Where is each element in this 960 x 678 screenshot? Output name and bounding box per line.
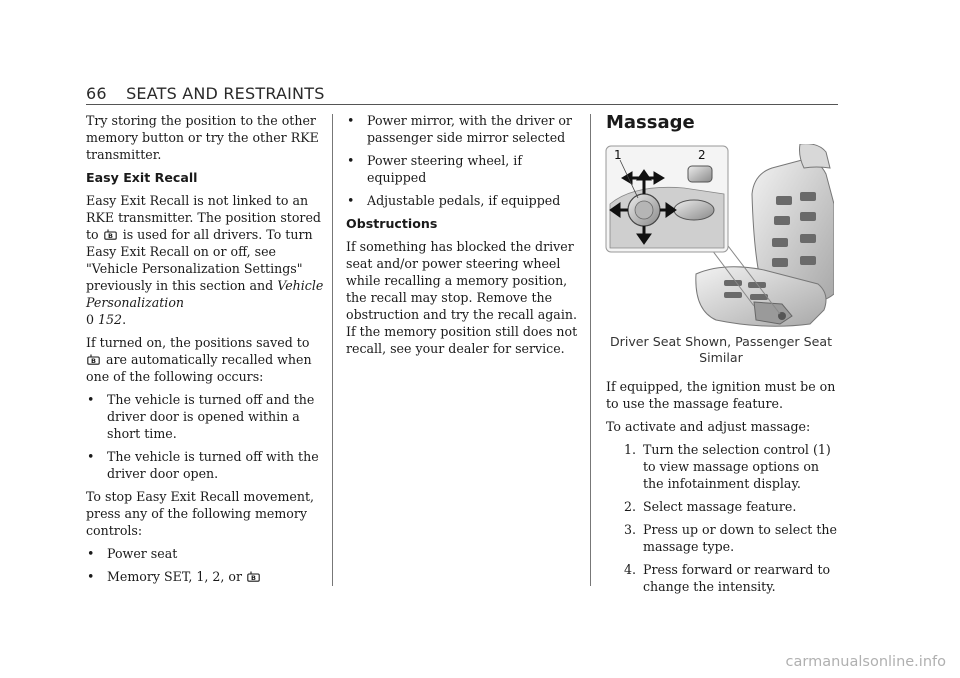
svg-text:B: B [251, 574, 257, 582]
bullet-icon: • [347, 113, 355, 128]
seat-controls-figure [604, 144, 834, 330]
column-divider-2 [590, 114, 591, 586]
recall-text-a: If turned on, the positions saved to [86, 335, 310, 350]
memory-b-icon [104, 229, 117, 240]
list-item [86, 545, 324, 562]
bullet-text: Power steering wheel, if equipped [367, 153, 522, 185]
obstructions-heading: Obstructions [346, 216, 438, 231]
step-number: 4. [623, 562, 636, 577]
massage-title: Massage [606, 112, 695, 133]
step-text: Select massage feature. [643, 499, 797, 514]
step-number: 3. [623, 522, 636, 537]
figure-caption: Driver Seat Shown, Passenger Seat Similar [609, 334, 833, 365]
step-item [606, 561, 838, 595]
step-item [606, 521, 838, 555]
right-column [606, 112, 838, 601]
step-text: Press forward or rearward to change the intensity. [643, 562, 831, 594]
bullet-icon: • [87, 546, 95, 561]
list-item [86, 391, 324, 442]
list-item [346, 192, 582, 209]
step-number: 1. [623, 442, 636, 457]
bullet-icon: • [347, 153, 355, 168]
bullet-icon: • [87, 392, 95, 407]
left-column [86, 112, 324, 591]
memory-b-icon [247, 571, 260, 582]
step-item [606, 498, 838, 515]
xref-page[interactable]: 152 [98, 312, 123, 327]
bullet-text: The vehicle is turned off and the driver door is opened within a short time. [107, 392, 315, 441]
obstructions-paragraph: If something has blocked the driver seat and/or power steering wheel while recalling a memory position, the recall may stop. Remove the obstruction and try the recall again. If the memory position still does not recall, see your dealer for service. [346, 239, 578, 356]
memory-bullet-text: Memory SET, 1, 2, or [107, 569, 243, 584]
bullet-icon: • [87, 449, 95, 464]
bullet-icon: • [87, 569, 95, 584]
svg-text:B: B [107, 232, 113, 240]
list-item [346, 152, 582, 186]
step-number: 2. [623, 499, 636, 514]
bullet-text: The vehicle is turned off with the driver door open. [107, 449, 319, 481]
watermark: carmanualsonline.info [785, 654, 946, 670]
step-text: Turn the selection control (1) to view massage options on the infotainment display. [643, 442, 831, 491]
page-header [86, 84, 325, 103]
bullet-text: Power seat [107, 546, 178, 561]
easy-exit-text-a: Easy Exit Recall is not linked to an RKE transmitter. The position stored to [86, 193, 321, 242]
memory-b-icon [87, 354, 100, 365]
massage-paragraph-2: To activate and adjust massage: [606, 419, 811, 434]
bullet-text: Adjustable pedals, if equipped [367, 193, 561, 208]
header-rule [86, 104, 838, 105]
bullet-text [107, 568, 324, 585]
massage-paragraph-1: If equipped, the ignition must be on to use the massage feature. [606, 379, 836, 411]
seat-illustration [604, 144, 834, 330]
column-divider-1 [332, 114, 333, 586]
stop-paragraph: To stop Easy Exit Recall movement, press any of the following memory controls: [86, 489, 315, 538]
section-title: SEATS AND RESTRAINTS [126, 84, 325, 103]
xref-title[interactable]: Vehicle Personalization [86, 278, 324, 310]
bullet-icon: • [347, 193, 355, 208]
page-number: 66 [86, 84, 107, 103]
recall-paragraph [86, 334, 324, 385]
easy-exit-paragraph: Easy Exit Recall is not linked to an RKE transmitter. The position stored to B is used for all drivers. To turn Easy Exit Recall on or off, see "Vehicle Personalization Settings" previously in this section and Vehicle Personalization 0 152. [86, 193, 324, 327]
list-item [86, 448, 324, 482]
list-item [86, 568, 324, 585]
step-item [606, 441, 838, 492]
figure-label-1: 1 [614, 148, 622, 162]
middle-column [346, 112, 582, 363]
xref-arrow-icon: 0 [86, 312, 95, 327]
intro-paragraph: Try storing the position to the other memory button or try the other RKE transmitter. [86, 113, 319, 162]
list-item [346, 112, 582, 146]
bullet-text: Power mirror, with the driver or passenger side mirror selected [367, 113, 572, 145]
step-text: Press up or down to select the massage type. [643, 522, 837, 554]
easy-exit-text-b: is used for all drivers. To turn Easy Exit Recall on or off, see "Vehicle Personalization Settings" previously in this section and [86, 227, 313, 293]
figure-label-2: 2 [698, 148, 706, 162]
recall-text-b: are automatically recalled when one of the following occurs: [86, 352, 312, 384]
svg-text:B: B [91, 357, 96, 365]
easy-exit-heading: Easy Exit Recall [86, 170, 198, 185]
